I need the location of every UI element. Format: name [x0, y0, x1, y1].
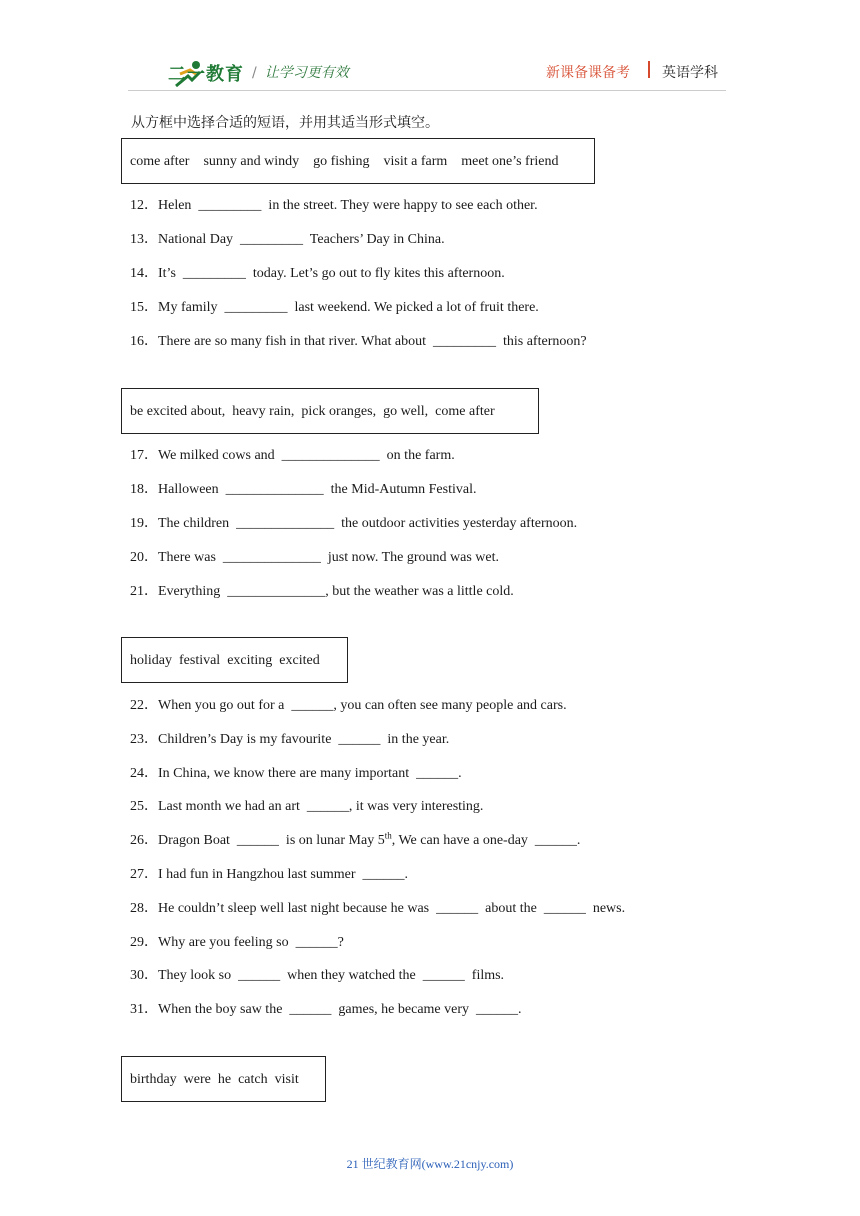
question-28: 28．He couldn’t sleep well last night because he was ______ about the ______ news.	[130, 901, 626, 916]
word-box-2: be excited about, heavy rain, pick oranges, go well, come after	[121, 388, 539, 434]
question-30: 30．They look so ______ when they watched the ______ films.	[130, 968, 505, 983]
page-header	[0, 0, 860, 100]
question-27: 27．I had fun in Hangzhou last summer ______.	[130, 867, 409, 882]
question-16: 16．There are so many fish in that river. What about _________ this afternoon?	[130, 334, 587, 349]
question-26	[130, 829, 580, 849]
question-26-text: 26．Dragon Boat ______ is on lunar May 5	[130, 833, 385, 848]
logo-text: 二一教育	[168, 64, 244, 85]
question-19: 19．The children ______________ the outdoor activities yesterday afternoon.	[130, 516, 578, 531]
subject-tag: 英语学科	[662, 65, 718, 81]
question-29: 29．Why are you feeling so ______?	[130, 935, 344, 950]
footer-source[interactable]: 21 世纪教育网(www.21cnjy.com)	[346, 1157, 514, 1171]
course-tag: 新课备课备考	[546, 65, 630, 81]
word-box-4: birthday were he catch visit	[121, 1056, 326, 1102]
question-13: 13．National Day _________ Teachers’ Day in China.	[130, 232, 445, 247]
question-24: 24．In China, we know there are many important ______.	[130, 766, 462, 781]
question-21: 21．Everything ______________, but the weather was a little cold.	[130, 584, 514, 599]
question-15: 15．My family _________ last weekend. We picked a lot of fruit there.	[130, 300, 539, 315]
question-18: 18．Halloween ______________ the Mid-Autumn Festival.	[130, 482, 477, 497]
question-20: 20．There was ______________ just now. The ground was wet.	[130, 550, 500, 565]
question-14: 14．It’s _________ today. Let’s go out to fly kites this afternoon.	[130, 266, 505, 281]
question-22: 22．When you go out for a ______, you can often see many people and cars.	[130, 698, 567, 713]
question-23: 23．Children’s Day is my favourite ______ in the year.	[130, 732, 450, 747]
question-12: 12．Helen _________ in the street. They were happy to see each other.	[130, 198, 538, 213]
word-box-3: holiday festival exciting excited	[121, 637, 348, 683]
slash-divider: /	[252, 65, 257, 81]
instruction-text: 从方框中选择合适的短语，并用其适当形式填空。	[131, 115, 439, 131]
ordinal-suffix: th	[384, 830, 392, 841]
question-26-tail: , We can have a one-day ______.	[391, 833, 581, 848]
question-25: 25．Last month we had an art ______, it was very interesting.	[130, 799, 484, 814]
question-31: 31．When the boy saw the ______ games, he became very ______.	[130, 1002, 522, 1017]
slogan-text: 让学习更有效	[264, 65, 349, 81]
tag-divider	[648, 61, 650, 78]
word-box-1: come after sunny and windy go fishing visit a farm meet one’s friend	[121, 138, 595, 184]
question-17: 17．We milked cows and ______________ on the farm.	[130, 448, 455, 463]
slogan	[252, 62, 349, 82]
header-rule	[128, 90, 726, 91]
